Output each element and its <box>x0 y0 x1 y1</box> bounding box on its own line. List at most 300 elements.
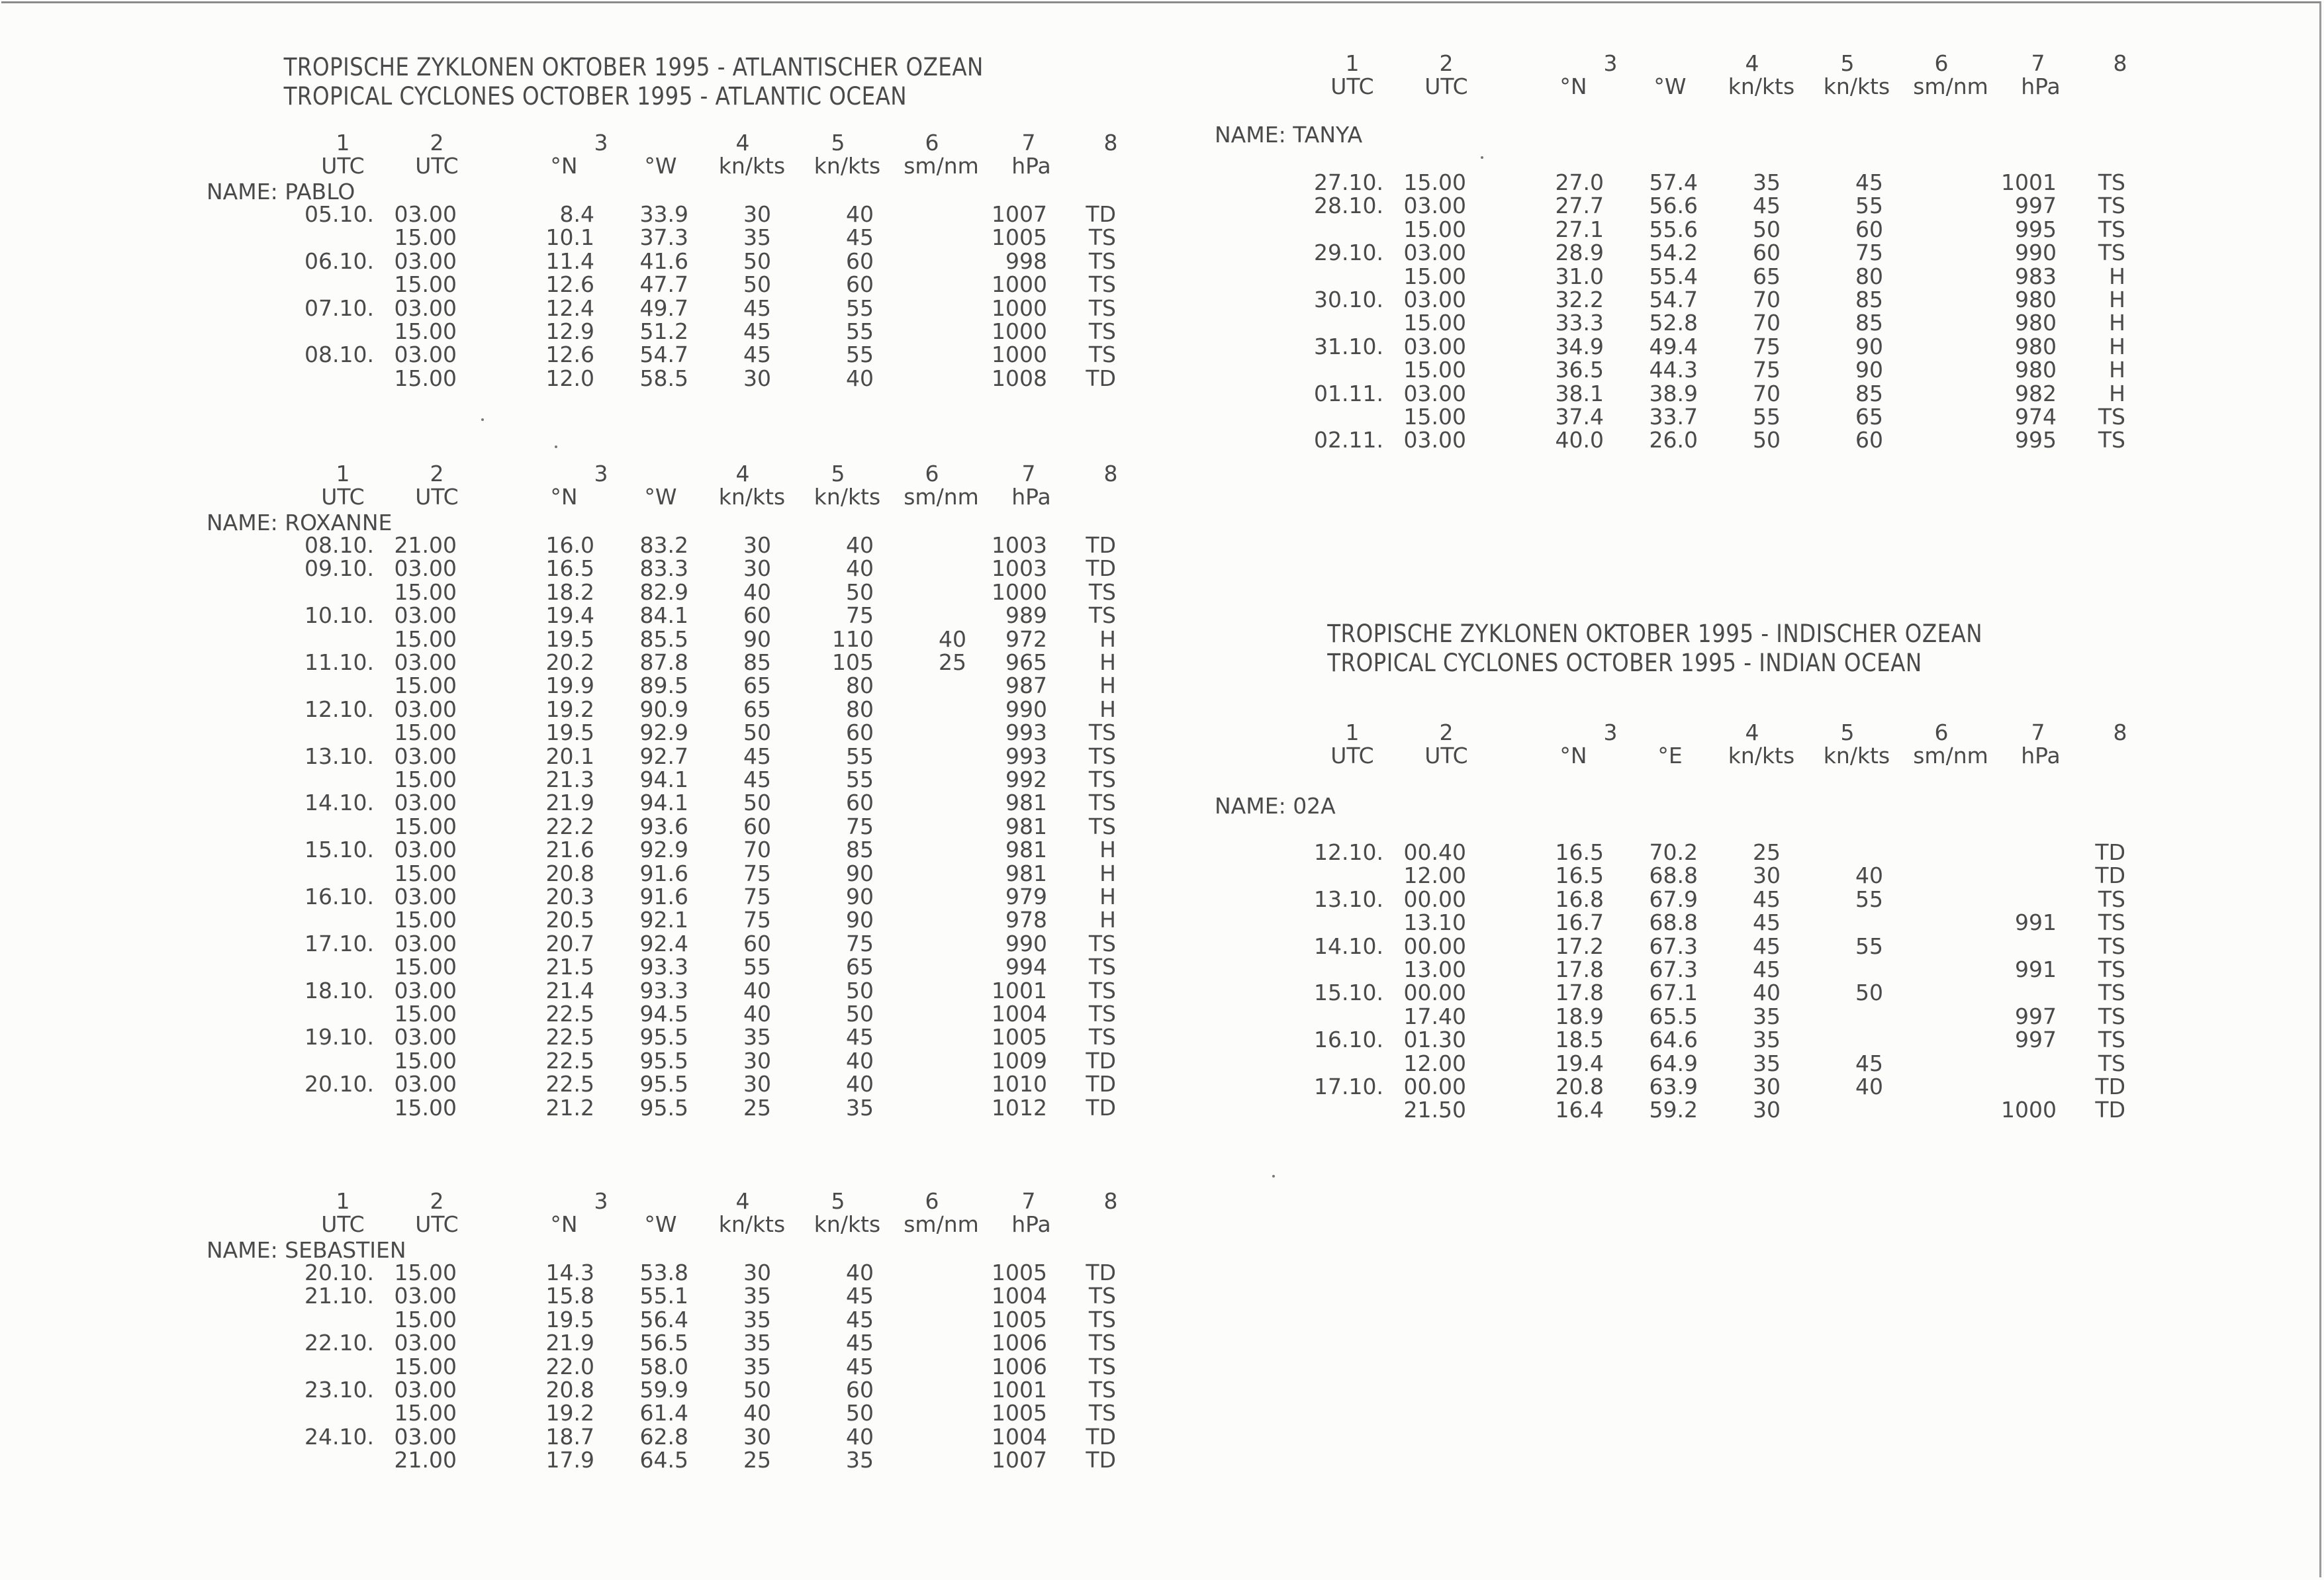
column-number: 3 <box>594 130 608 156</box>
pressure-cell: 983 <box>2015 263 2057 289</box>
class-cell: H <box>2109 380 2125 406</box>
pressure-cell: 989 <box>1005 602 1047 629</box>
date-cell: 08.10. <box>304 342 374 368</box>
scan-speck <box>1481 156 1483 159</box>
pressure-cell: 997 <box>2015 193 2057 219</box>
date-cell: 10.10. <box>304 602 374 629</box>
pressure-cell: 993 <box>1005 743 1047 769</box>
class-cell: TS <box>2098 1050 2125 1076</box>
pressure-cell: 979 <box>1005 884 1047 909</box>
class-cell: TD <box>1086 1447 1116 1473</box>
time-cell: 03.00 <box>1403 287 1466 312</box>
date-cell: 17.10. <box>304 930 374 956</box>
date-cell: 15.10. <box>304 837 374 863</box>
column-unit: hPa <box>1011 1211 1051 1237</box>
gust-cell: 55 <box>846 295 874 321</box>
gust-cell: 45 <box>846 1306 874 1332</box>
pressure-cell: 990 <box>1005 696 1047 722</box>
wind-cell: 65 <box>743 696 771 722</box>
column-unit: UTC <box>415 1211 459 1237</box>
wind-cell: 45 <box>743 342 771 368</box>
gust-cell: 60 <box>846 720 874 746</box>
longitude-cell: 44.3 <box>1649 357 1698 383</box>
table-row <box>1208 311 2135 335</box>
latitude-cell: 36.5 <box>1555 357 1604 383</box>
wind-cell: 55 <box>1753 404 1781 430</box>
wind-cell: 35 <box>743 1330 771 1356</box>
table-row <box>1208 1052 2135 1076</box>
wind-cell: 45 <box>743 767 771 792</box>
wind-cell: 75 <box>1753 357 1781 383</box>
latitude-cell: 21.3 <box>545 767 594 792</box>
latitude-cell: 22.2 <box>545 813 594 839</box>
column-unit: °N <box>550 484 578 510</box>
column-number-header <box>199 462 1125 486</box>
class-cell: TS <box>1088 224 1116 251</box>
wind-cell: 70 <box>1753 287 1781 312</box>
wind-cell: 45 <box>743 318 771 344</box>
pressure-cell: 1001 <box>992 977 1047 1003</box>
time-cell: 03.00 <box>394 295 457 321</box>
class-cell: TS <box>2098 886 2125 912</box>
longitude-cell: 68.8 <box>1649 909 1698 936</box>
class-cell: TS <box>2098 956 2125 982</box>
latitude-cell: 19.5 <box>545 1306 594 1332</box>
column-number: 7 <box>2031 50 2045 76</box>
table-row <box>199 1284 1125 1308</box>
longitude-cell: 54.7 <box>1649 287 1698 312</box>
time-cell: 15.00 <box>394 1094 457 1121</box>
pressure-cell: 972 <box>1005 626 1047 652</box>
latitude-cell: 17.2 <box>1555 933 1604 959</box>
wind-cell: 90 <box>743 626 771 652</box>
table-row <box>199 1308 1125 1332</box>
longitude-cell: 67.9 <box>1649 886 1698 912</box>
class-cell: H <box>1099 907 1116 933</box>
latitude-cell: 10.1 <box>545 224 594 251</box>
gust-cell: 50 <box>846 977 874 1003</box>
gust-cell: 40 <box>846 1260 874 1285</box>
column-number: 5 <box>1840 50 1855 76</box>
class-cell: TS <box>1088 1001 1116 1027</box>
column-number: 5 <box>1840 720 1855 745</box>
latitude-cell: 33.3 <box>1555 310 1604 336</box>
class-cell: TS <box>1088 602 1116 629</box>
column-number: 1 <box>336 461 350 487</box>
wind-cell: 35 <box>1753 169 1781 195</box>
longitude-cell: 83.2 <box>639 532 688 558</box>
table-row <box>199 1049 1125 1073</box>
gust-cell: 50 <box>1855 980 1883 1006</box>
gust-cell: 75 <box>846 930 874 956</box>
pressure-cell: 982 <box>2015 380 2057 406</box>
wind-cell: 60 <box>1753 240 1781 266</box>
longitude-cell: 93.3 <box>639 977 688 1003</box>
pressure-cell: 981 <box>1005 837 1047 863</box>
longitude-cell: 38.9 <box>1649 380 1698 406</box>
longitude-cell: 82.9 <box>639 579 688 605</box>
longitude-cell: 54.2 <box>1649 240 1698 266</box>
pressure-cell: 1003 <box>992 555 1047 582</box>
table-row <box>199 1002 1125 1026</box>
table-row <box>199 604 1125 627</box>
gust-cell: 40 <box>1855 862 1883 889</box>
time-cell: 15.00 <box>1403 263 1466 289</box>
gust-cell: 85 <box>846 837 874 863</box>
wind-cell: 50 <box>743 271 771 298</box>
longitude-cell: 70.2 <box>1649 839 1698 865</box>
column-unit: sm/nm <box>904 1211 979 1237</box>
wind-cell: 50 <box>743 720 771 746</box>
table-row <box>1208 911 2135 935</box>
date-cell: 11.10. <box>304 649 374 675</box>
pressure-cell: 1000 <box>2001 1097 2057 1123</box>
gust-cell: 35 <box>846 1447 874 1473</box>
column-unit: °N <box>1559 743 1587 768</box>
latitude-cell: 22.5 <box>545 1024 594 1050</box>
time-cell: 15.00 <box>394 1001 457 1027</box>
table-row <box>199 226 1125 250</box>
gust-cell: 55 <box>1855 193 1883 219</box>
column-number: 7 <box>1021 1188 1036 1214</box>
latitude-cell: 18.2 <box>545 579 594 605</box>
class-cell: H <box>1099 837 1116 863</box>
column-unit-header <box>199 1213 1125 1236</box>
table-row <box>1208 428 2135 452</box>
wind-cell: 35 <box>1753 1003 1781 1029</box>
column-number: 3 <box>594 461 608 487</box>
gust-cell: 105 <box>832 649 874 675</box>
gust-cell: 55 <box>1855 933 1883 959</box>
pressure-cell: 1005 <box>992 1400 1047 1426</box>
column-number: 4 <box>735 461 750 487</box>
column-number: 6 <box>925 130 939 156</box>
table-row <box>199 791 1125 815</box>
latitude-cell: 16.7 <box>1555 909 1604 936</box>
longitude-cell: 55.4 <box>1649 263 1698 289</box>
column-number: 2 <box>430 461 444 487</box>
latitude-cell: 16.5 <box>545 555 594 582</box>
gust-cell: 40 <box>846 1423 874 1450</box>
latitude-cell: 8.4 <box>559 201 594 227</box>
column-unit: °N <box>1559 73 1587 99</box>
class-cell: H <box>1099 673 1116 699</box>
column-number: 4 <box>1745 720 1759 745</box>
class-cell: H <box>2109 333 2125 359</box>
longitude-cell: 65.5 <box>1649 1003 1698 1029</box>
time-cell: 17.40 <box>1403 1003 1466 1029</box>
class-cell: H <box>2109 357 2125 383</box>
time-cell: 12.00 <box>1403 1050 1466 1076</box>
table-row <box>199 1261 1125 1285</box>
latitude-cell: 20.8 <box>545 1377 594 1403</box>
date-cell: 30.10. <box>1314 287 1383 312</box>
latitude-cell: 22.5 <box>545 1071 594 1097</box>
class-cell: TS <box>2098 193 2125 219</box>
class-cell: TS <box>1088 954 1116 980</box>
column-number: 4 <box>735 130 750 156</box>
longitude-cell: 95.5 <box>639 1047 688 1074</box>
column-number: 3 <box>1603 50 1618 76</box>
time-cell: 03.00 <box>394 342 457 368</box>
column-number: 3 <box>1603 720 1618 745</box>
longitude-cell: 93.6 <box>639 813 688 839</box>
table-row <box>1208 218 2135 242</box>
gust-cell: 55 <box>846 342 874 368</box>
time-cell: 03.00 <box>394 743 457 769</box>
gust-cell: 80 <box>1855 263 1883 289</box>
latitude-cell: 19.9 <box>545 673 594 699</box>
pressure-cell: 995 <box>2015 427 2057 453</box>
table-row <box>199 815 1125 839</box>
time-cell: 03.00 <box>394 930 457 956</box>
time-cell: 15.00 <box>394 954 457 980</box>
table-row <box>1208 1005 2135 1029</box>
column-unit: kn/kts <box>1728 73 1795 99</box>
wind-cell: 35 <box>743 224 771 251</box>
time-cell: 15.00 <box>394 1260 457 1285</box>
longitude-cell: 56.6 <box>1649 193 1698 219</box>
latitude-cell: 27.7 <box>1555 193 1604 219</box>
time-cell: 15.00 <box>394 626 457 652</box>
date-cell: 07.10. <box>304 295 374 321</box>
pressure-cell: 992 <box>1005 767 1047 792</box>
gust-cell: 50 <box>846 1400 874 1426</box>
longitude-cell: 41.6 <box>639 248 688 274</box>
pressure-cell: 995 <box>2015 216 2057 242</box>
wind-cell: 30 <box>743 201 771 227</box>
table-row <box>1208 171 2135 195</box>
table-row <box>1208 194 2135 218</box>
date-cell: 06.10. <box>304 248 374 274</box>
column-number: 5 <box>831 461 845 487</box>
column-number: 8 <box>1103 1188 1118 1214</box>
wind-cell: 30 <box>1753 862 1781 889</box>
gust-cell: 45 <box>1855 169 1883 195</box>
latitude-cell: 19.5 <box>545 626 594 652</box>
class-cell: TS <box>1088 295 1116 321</box>
latitude-cell: 19.4 <box>545 602 594 629</box>
column-unit-header <box>199 154 1125 178</box>
class-cell: TD <box>2095 862 2125 889</box>
pressure-cell: 1004 <box>992 1423 1047 1450</box>
pressure-cell: 991 <box>2015 956 2057 982</box>
class-cell: TS <box>2098 169 2125 195</box>
longitude-cell: 37.3 <box>639 224 688 251</box>
pressure-cell: 1000 <box>992 271 1047 298</box>
pressure-cell: 1000 <box>992 318 1047 344</box>
column-unit: UTC <box>1424 743 1468 768</box>
longitude-cell: 95.5 <box>639 1024 688 1050</box>
wind-cell: 75 <box>743 860 771 886</box>
pressure-cell: 997 <box>2015 1027 2057 1053</box>
radius-cell: 40 <box>939 626 966 652</box>
wind-cell: 50 <box>1753 427 1781 453</box>
longitude-cell: 67.3 <box>1649 956 1698 982</box>
pressure-cell: 991 <box>2015 909 2057 936</box>
table-row <box>1208 1098 2135 1122</box>
date-cell: 02.11. <box>1314 427 1383 453</box>
gust-cell: 90 <box>846 907 874 933</box>
wind-cell: 45 <box>1753 193 1781 219</box>
pressure-cell: 1008 <box>992 365 1047 391</box>
scan-speck <box>1272 1175 1275 1178</box>
latitude-cell: 20.8 <box>1555 1074 1604 1099</box>
longitude-cell: 51.2 <box>639 318 688 344</box>
class-cell: TS <box>1088 1024 1116 1050</box>
column-number: 4 <box>1745 50 1759 76</box>
table-row <box>1208 405 2135 429</box>
wind-cell: 30 <box>1753 1074 1781 1099</box>
gust-cell: 40 <box>846 532 874 558</box>
column-unit: kn/kts <box>1823 73 1890 99</box>
gust-cell: 40 <box>846 1047 874 1074</box>
table-row <box>199 1025 1125 1049</box>
latitude-cell: 21.5 <box>545 954 594 980</box>
gust-cell: 65 <box>1855 404 1883 430</box>
latitude-cell: 21.6 <box>545 837 594 863</box>
latitude-cell: 20.2 <box>545 649 594 675</box>
latitude-cell: 38.1 <box>1555 380 1604 406</box>
pressure-cell: 1001 <box>992 1377 1047 1403</box>
table-row <box>199 273 1125 297</box>
column-number-header <box>1208 721 2135 745</box>
class-cell: TS <box>1088 813 1116 839</box>
time-cell: 15.00 <box>394 907 457 933</box>
time-cell: 03.00 <box>394 248 457 274</box>
time-cell: 00.40 <box>1403 839 1466 865</box>
class-cell: TD <box>2095 1097 2125 1123</box>
latitude-cell: 19.2 <box>545 1400 594 1426</box>
date-cell: 31.10. <box>1314 333 1383 359</box>
pressure-cell: 1003 <box>992 532 1047 558</box>
class-cell: TD <box>1086 532 1116 558</box>
class-cell: TD <box>1086 1094 1116 1121</box>
table-row <box>1208 335 2135 359</box>
gust-cell: 40 <box>846 555 874 582</box>
longitude-cell: 92.9 <box>639 720 688 746</box>
longitude-cell: 68.8 <box>1649 862 1698 889</box>
gust-cell: 40 <box>846 1071 874 1097</box>
time-cell: 15.00 <box>394 1400 457 1426</box>
time-cell: 15.00 <box>394 318 457 344</box>
date-cell: 20.10. <box>304 1260 374 1285</box>
table-row <box>199 885 1125 909</box>
storm-name: NAME: PABLO <box>207 179 355 205</box>
column-number: 8 <box>2113 720 2127 745</box>
longitude-cell: 67.3 <box>1649 933 1698 959</box>
column-number: 6 <box>925 1188 939 1214</box>
latitude-cell: 16.5 <box>1555 839 1604 865</box>
latitude-cell: 20.1 <box>545 743 594 769</box>
longitude-cell: 94.5 <box>639 1001 688 1027</box>
longitude-cell: 54.7 <box>639 342 688 368</box>
latitude-cell: 27.1 <box>1555 216 1604 242</box>
pressure-cell: 1004 <box>992 1283 1047 1309</box>
time-cell: 03.00 <box>1403 240 1466 266</box>
class-cell: TS <box>1088 579 1116 605</box>
gust-cell: 60 <box>846 790 874 816</box>
longitude-cell: 49.7 <box>639 295 688 321</box>
date-cell: 22.10. <box>304 1330 374 1356</box>
latitude-cell: 21.9 <box>545 790 594 816</box>
class-cell: TS <box>1088 1400 1116 1426</box>
longitude-cell: 92.9 <box>639 837 688 863</box>
time-cell: 15.00 <box>394 271 457 298</box>
storm-name: NAME: TANYA <box>1215 122 1363 148</box>
pressure-cell: 1000 <box>992 579 1047 605</box>
time-cell: 00.00 <box>1403 980 1466 1006</box>
longitude-cell: 47.7 <box>639 271 688 298</box>
table-row <box>199 651 1125 674</box>
wind-cell: 65 <box>743 673 771 699</box>
wind-cell: 45 <box>1753 886 1781 912</box>
class-cell: H <box>1099 649 1116 675</box>
table-row <box>199 955 1125 979</box>
time-cell: 15.00 <box>394 813 457 839</box>
column-unit: UTC <box>1330 73 1374 99</box>
pressure-cell: 1004 <box>992 1001 1047 1027</box>
column-number-header <box>1208 52 2135 75</box>
class-cell: TS <box>1088 977 1116 1003</box>
column-number: 1 <box>336 130 350 156</box>
class-cell: TD <box>1086 365 1116 391</box>
table-row <box>1208 888 2135 911</box>
column-number: 6 <box>1934 50 1949 76</box>
column-number: 6 <box>925 461 939 487</box>
table-row <box>199 979 1125 1003</box>
column-unit: UTC <box>321 1211 365 1237</box>
pressure-cell: 990 <box>2015 240 2057 266</box>
gust-cell: 90 <box>1855 333 1883 359</box>
time-cell: 03.00 <box>394 837 457 863</box>
storm-name: NAME: ROXANNE <box>207 510 393 535</box>
wind-cell: 40 <box>743 977 771 1003</box>
wind-cell: 45 <box>1753 933 1781 959</box>
class-cell: TS <box>1088 1353 1116 1379</box>
wind-cell: 45 <box>1753 909 1781 936</box>
column-number: 1 <box>1345 720 1360 745</box>
class-cell: TS <box>2098 216 2125 242</box>
latitude-cell: 18.9 <box>1555 1003 1604 1029</box>
time-cell: 00.00 <box>1403 886 1466 912</box>
wind-cell: 35 <box>743 1283 771 1309</box>
pressure-cell: 990 <box>1005 930 1047 956</box>
class-cell: TS <box>2098 404 2125 430</box>
date-cell: 16.10. <box>304 884 374 909</box>
class-cell: TS <box>2098 427 2125 453</box>
pressure-cell: 1000 <box>992 342 1047 368</box>
latitude-cell: 12.0 <box>545 365 594 391</box>
longitude-cell: 33.9 <box>639 201 688 227</box>
time-cell: 03.00 <box>394 1071 457 1097</box>
time-cell: 03.00 <box>394 1283 457 1309</box>
table-row <box>199 745 1125 768</box>
wind-cell: 30 <box>743 365 771 391</box>
column-unit: kn/kts <box>1728 743 1795 768</box>
pressure-cell: 997 <box>2015 1003 2057 1029</box>
time-cell: 00.00 <box>1403 1074 1466 1099</box>
column-unit: °W <box>644 153 677 179</box>
pressure-cell: 1009 <box>992 1047 1047 1074</box>
longitude-cell: 26.0 <box>1649 427 1698 453</box>
time-cell: 03.00 <box>1403 380 1466 406</box>
class-cell: TS <box>2098 1003 2125 1029</box>
column-number: 1 <box>1345 50 1360 76</box>
latitude-cell: 16.8 <box>1555 886 1604 912</box>
wind-cell: 55 <box>743 954 771 980</box>
latitude-cell: 12.6 <box>545 271 594 298</box>
